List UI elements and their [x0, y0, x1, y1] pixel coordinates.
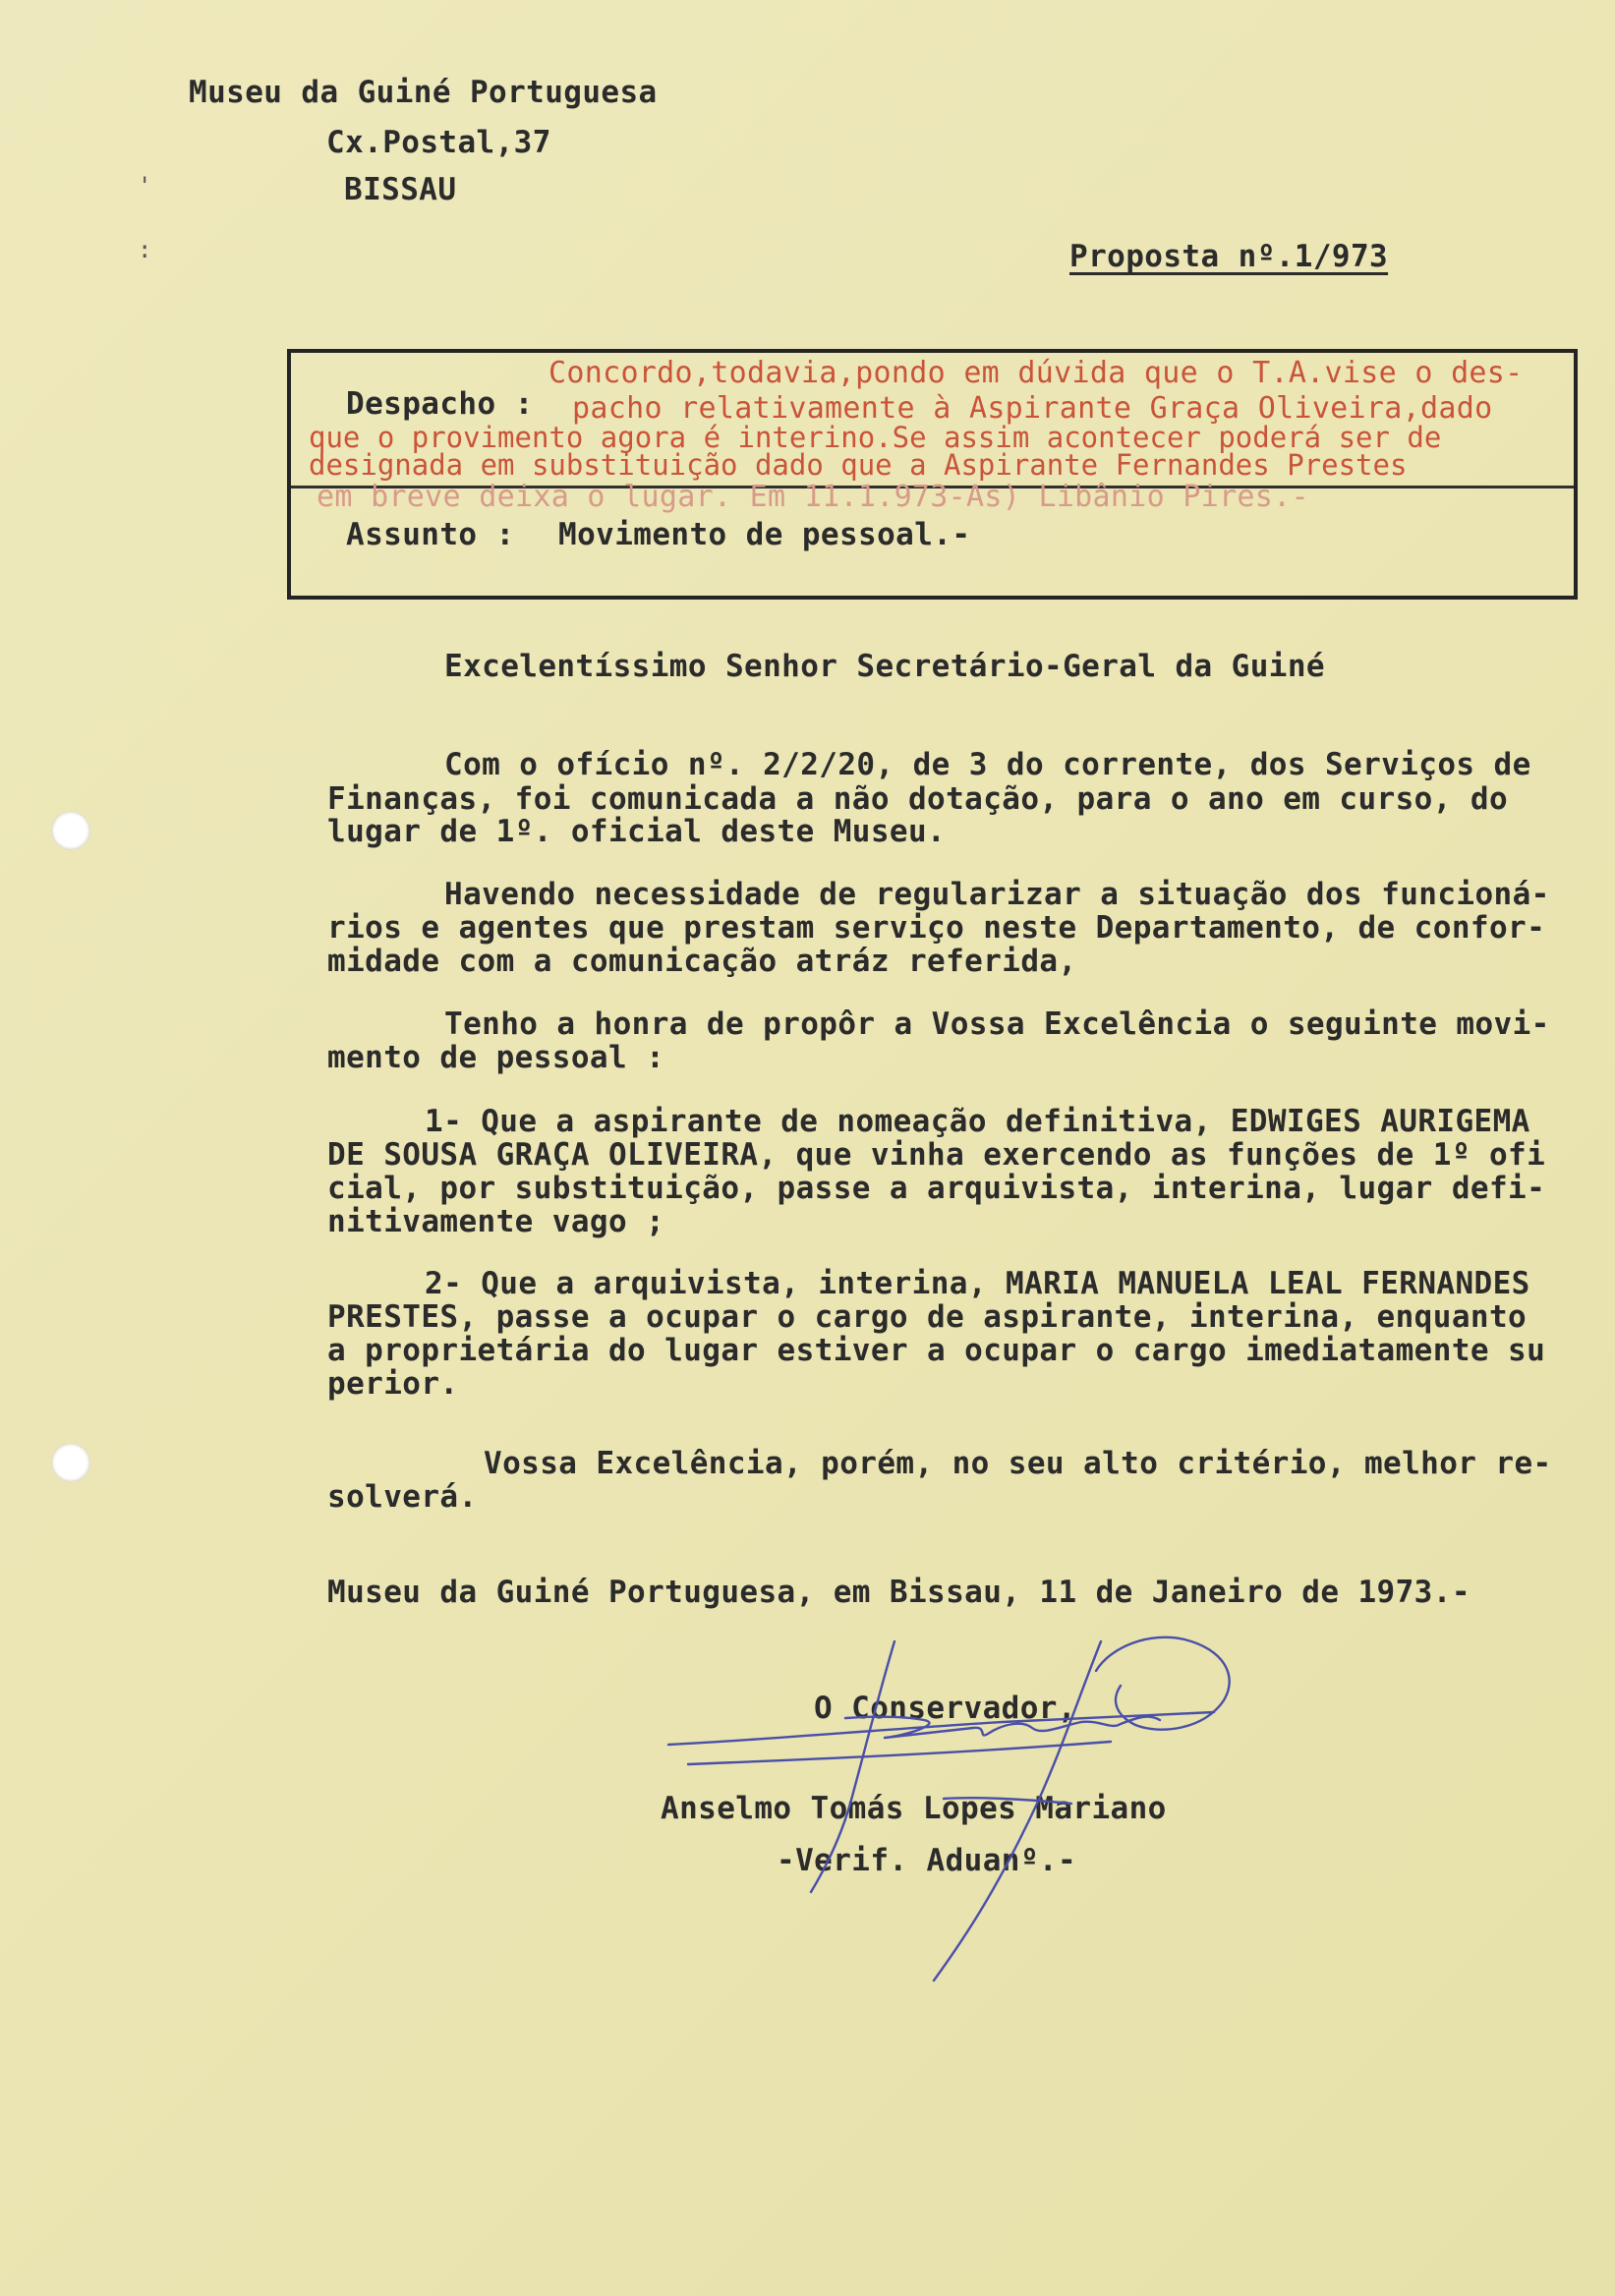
punch-hole-bottom [51, 1443, 90, 1482]
assunto-label: Assunto : [346, 517, 515, 552]
proposal-reference: Proposta nº.1/973 [1069, 239, 1389, 274]
city: BISSAU [344, 172, 457, 207]
institution-name: Museu da Guiné Portuguesa [189, 75, 658, 110]
despacho-line: pacho relativamente à Aspirante Graça Oliveira,dado [572, 391, 1493, 426]
paragraph-line: nitivamente vago ; [327, 1204, 665, 1239]
paragraph-line: mento de pessoal : [327, 1040, 665, 1075]
paragraph-line: Havendo necessidade de regularizar a situação dos funcioná- [444, 877, 1550, 912]
margin-mark: : [138, 236, 152, 263]
paragraph-line: solverá. [327, 1479, 478, 1515]
despacho-line: Concordo,todavia,pondo em dúvida que o T.A.vise o des- [548, 356, 1524, 390]
assunto-value: Movimento de pessoal.- [558, 517, 971, 552]
despacho-line: que o provimento agora é interino.Se assim acontecer poderá ser de [309, 421, 1442, 454]
paragraph-line: midade com a comunicação atráz referida, [327, 944, 1077, 979]
paragraph-line: perior. [327, 1366, 459, 1402]
paragraph-line: cial, por substituição, passe a arquivista, interina, lugar defi- [327, 1171, 1546, 1206]
signatory-name: Anselmo Tomás Lopes Mariano [661, 1791, 1167, 1826]
paragraph-line: lugar de 1º. oficial deste Museu. [327, 814, 947, 849]
despacho-label: Despacho : [346, 386, 534, 422]
punch-hole-top [51, 811, 90, 850]
paragraph-line: Finanças, foi comunicada a não dotação, para o ano em curso, do [327, 781, 1509, 817]
paragraph-line: Tenho a honra de propôr a Vossa Excelência o seguinte movi- [444, 1006, 1550, 1042]
signatory-role: -Verif. Aduanº.- [777, 1843, 1077, 1878]
postal-box: Cx.Postal,37 [326, 125, 551, 160]
paragraph-line: PRESTES, passe a ocupar o cargo de aspirante, interina, enquanto [327, 1299, 1528, 1335]
paragraph-line: 2- Que a arquivista, interina, MARIA MANUELA LEAL FERNANDES [425, 1266, 1530, 1301]
paragraph-line: a proprietária do lugar estiver a ocupar o cargo imediatamente su [327, 1333, 1546, 1368]
despacho-line: em breve deixa o lugar. Em 11.1.973-As) Libânio Pires.- [317, 480, 1309, 514]
paragraph-line: DE SOUSA GRAÇA OLIVEIRA, que vinha exercendo as funções de 1º ofi [327, 1137, 1546, 1173]
place-date: Museu da Guiné Portuguesa, em Bissau, 11 de Janeiro de 1973.- [327, 1575, 1471, 1610]
salutation: Excelentíssimo Senhor Secretário-Geral da Guiné [444, 649, 1325, 684]
despacho-line: designada em substituição dado que a Aspirante Fernandes Prestes [309, 448, 1408, 482]
paragraph-line: Vossa Excelência, porém, no seu alto critério, melhor re- [484, 1446, 1552, 1481]
margin-mark: ' [138, 172, 152, 200]
paragraph-line: Com o ofício nº. 2/2/20, de 3 do corrente, dos Serviços de [444, 747, 1531, 782]
signature-title: O Conservador, [814, 1691, 1076, 1726]
paragraph-line: 1- Que a aspirante de nomeação definitiva, EDWIGES AURIGEMA [425, 1104, 1530, 1139]
handwritten-signature [649, 1632, 1278, 1985]
paragraph-line: rios e agentes que prestam serviço neste Departamento, de confor- [327, 910, 1546, 946]
